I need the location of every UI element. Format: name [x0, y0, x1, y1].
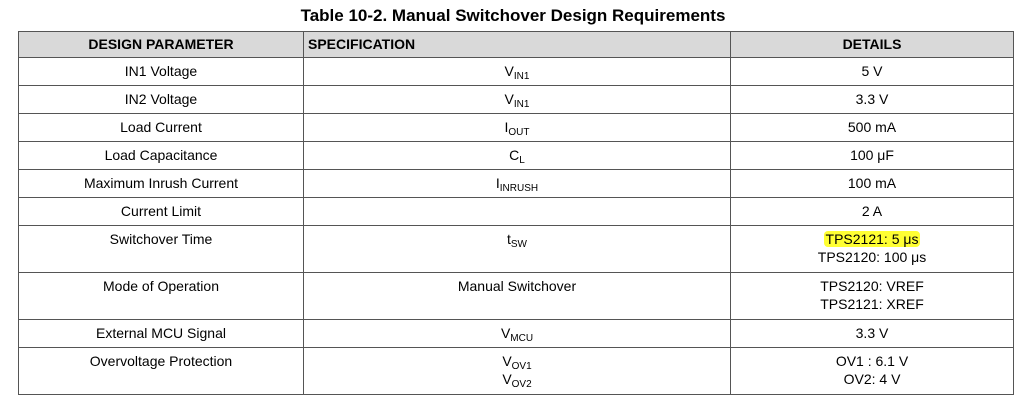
symbol-main: V — [504, 91, 514, 107]
design-parameter-cell: Maximum Inrush Current — [19, 170, 304, 198]
header-design-parameter: DESIGN PARAMETER — [19, 32, 304, 58]
details-line — [735, 118, 1009, 136]
table-row — [19, 142, 1014, 170]
highlighted-detail-text: TPS2121: 5 μs — [825, 231, 919, 247]
table-body — [19, 58, 1014, 395]
table-header-row — [19, 32, 1014, 58]
detail-text: OV2: 4 V — [843, 371, 901, 387]
symbol-main: t — [507, 231, 511, 247]
symbol-main: I — [504, 119, 509, 135]
table-row — [19, 348, 1014, 395]
details-cell — [731, 198, 1014, 226]
table-row — [19, 170, 1014, 198]
symbol-subscript: SW — [510, 239, 527, 250]
symbol-subscript: INRUSH — [499, 183, 539, 194]
specification-text: Manual Switchover — [457, 278, 577, 294]
design-requirements-table — [18, 31, 1014, 395]
table-row — [19, 273, 1014, 320]
design-parameter-cell: Load Current — [19, 114, 304, 142]
symbol-subscript: OUT — [508, 127, 530, 138]
details-cell — [731, 86, 1014, 114]
table-row — [19, 114, 1014, 142]
specification-cell — [304, 198, 731, 226]
symbol-main: V — [500, 325, 511, 341]
table-row — [19, 320, 1014, 348]
details-cell — [731, 58, 1014, 86]
symbol-subscript: MCU — [510, 333, 534, 344]
header-specification: SPECIFICATION — [304, 32, 731, 58]
details-line — [735, 295, 1009, 313]
details-line — [735, 324, 1009, 342]
specification-symbol — [308, 174, 726, 192]
symbol-main: V — [502, 371, 512, 387]
symbol-main: C — [509, 147, 520, 163]
specification-cell — [304, 348, 731, 395]
specification-symbol — [308, 352, 726, 370]
symbol-main: I — [495, 175, 500, 191]
details-line — [735, 174, 1009, 192]
detail-text: OV1 : 6.1 V — [835, 353, 909, 369]
detail-text: TPS2120: 100 μs — [817, 249, 927, 265]
details-cell — [731, 170, 1014, 198]
specification-cell — [304, 170, 731, 198]
details-line — [735, 248, 1009, 266]
design-parameter-cell: Load Capacitance — [19, 142, 304, 170]
symbol-subscript: IN1 — [513, 99, 530, 110]
specification-symbol — [308, 324, 726, 342]
symbol-subscript: OV2 — [511, 379, 532, 390]
table-row — [19, 198, 1014, 226]
specification-cell — [304, 58, 731, 86]
details-line — [735, 202, 1009, 220]
specification-cell — [304, 320, 731, 348]
details-line — [735, 277, 1009, 295]
specification-symbol — [308, 230, 726, 248]
table-row — [19, 58, 1014, 86]
details-cell — [731, 273, 1014, 320]
design-parameter-cell: Overvoltage Protection — [19, 348, 304, 395]
symbol-subscript: L — [519, 155, 525, 166]
details-line — [735, 90, 1009, 108]
detail-text: 100 μF — [850, 147, 894, 163]
specification-symbol — [308, 146, 726, 164]
detail-text: 500 mA — [847, 119, 897, 135]
details-line — [735, 370, 1009, 388]
details-line — [735, 230, 1009, 248]
details-cell — [731, 142, 1014, 170]
details-cell — [731, 348, 1014, 395]
table-row — [19, 226, 1014, 273]
table-title: Table 10-2. Manual Switchover Design Requirements — [300, 6, 726, 25]
specification-symbol — [308, 118, 726, 136]
symbol-main: V — [502, 353, 512, 369]
details-cell — [731, 226, 1014, 273]
specification-symbol — [308, 62, 726, 80]
header-details: DETAILS — [731, 32, 1014, 58]
specification-cell — [304, 86, 731, 114]
details-cell — [731, 114, 1014, 142]
details-cell — [731, 320, 1014, 348]
detail-text: TPS2121: XREF — [820, 296, 924, 312]
specification-cell — [304, 114, 731, 142]
details-line — [735, 62, 1009, 80]
symbol-subscript: IN1 — [513, 71, 530, 82]
design-parameter-cell: Current Limit — [19, 198, 304, 226]
symbol-main: V — [504, 63, 514, 79]
specification-symbol — [308, 90, 726, 108]
detail-text: 5 V — [861, 63, 883, 79]
detail-text: 3.3 V — [855, 325, 889, 341]
specification-symbol — [308, 370, 726, 388]
specification-cell — [304, 226, 731, 273]
symbol-subscript: OV1 — [511, 361, 532, 372]
details-line — [735, 352, 1009, 370]
details-line — [735, 146, 1009, 164]
specification-cell — [304, 273, 731, 320]
specification-cell — [304, 142, 731, 170]
detail-text: 3.3 V — [855, 91, 889, 107]
design-parameter-cell: Switchover Time — [19, 226, 304, 273]
design-parameter-cell: External MCU Signal — [19, 320, 304, 348]
design-parameter-cell: Mode of Operation — [19, 273, 304, 320]
table-row — [19, 86, 1014, 114]
design-parameter-cell: IN1 Voltage — [19, 58, 304, 86]
detail-text: 100 mA — [847, 175, 897, 191]
design-parameter-cell: IN2 Voltage — [19, 86, 304, 114]
detail-text: 2 A — [861, 203, 883, 219]
detail-text: TPS2120: VREF — [820, 278, 924, 294]
